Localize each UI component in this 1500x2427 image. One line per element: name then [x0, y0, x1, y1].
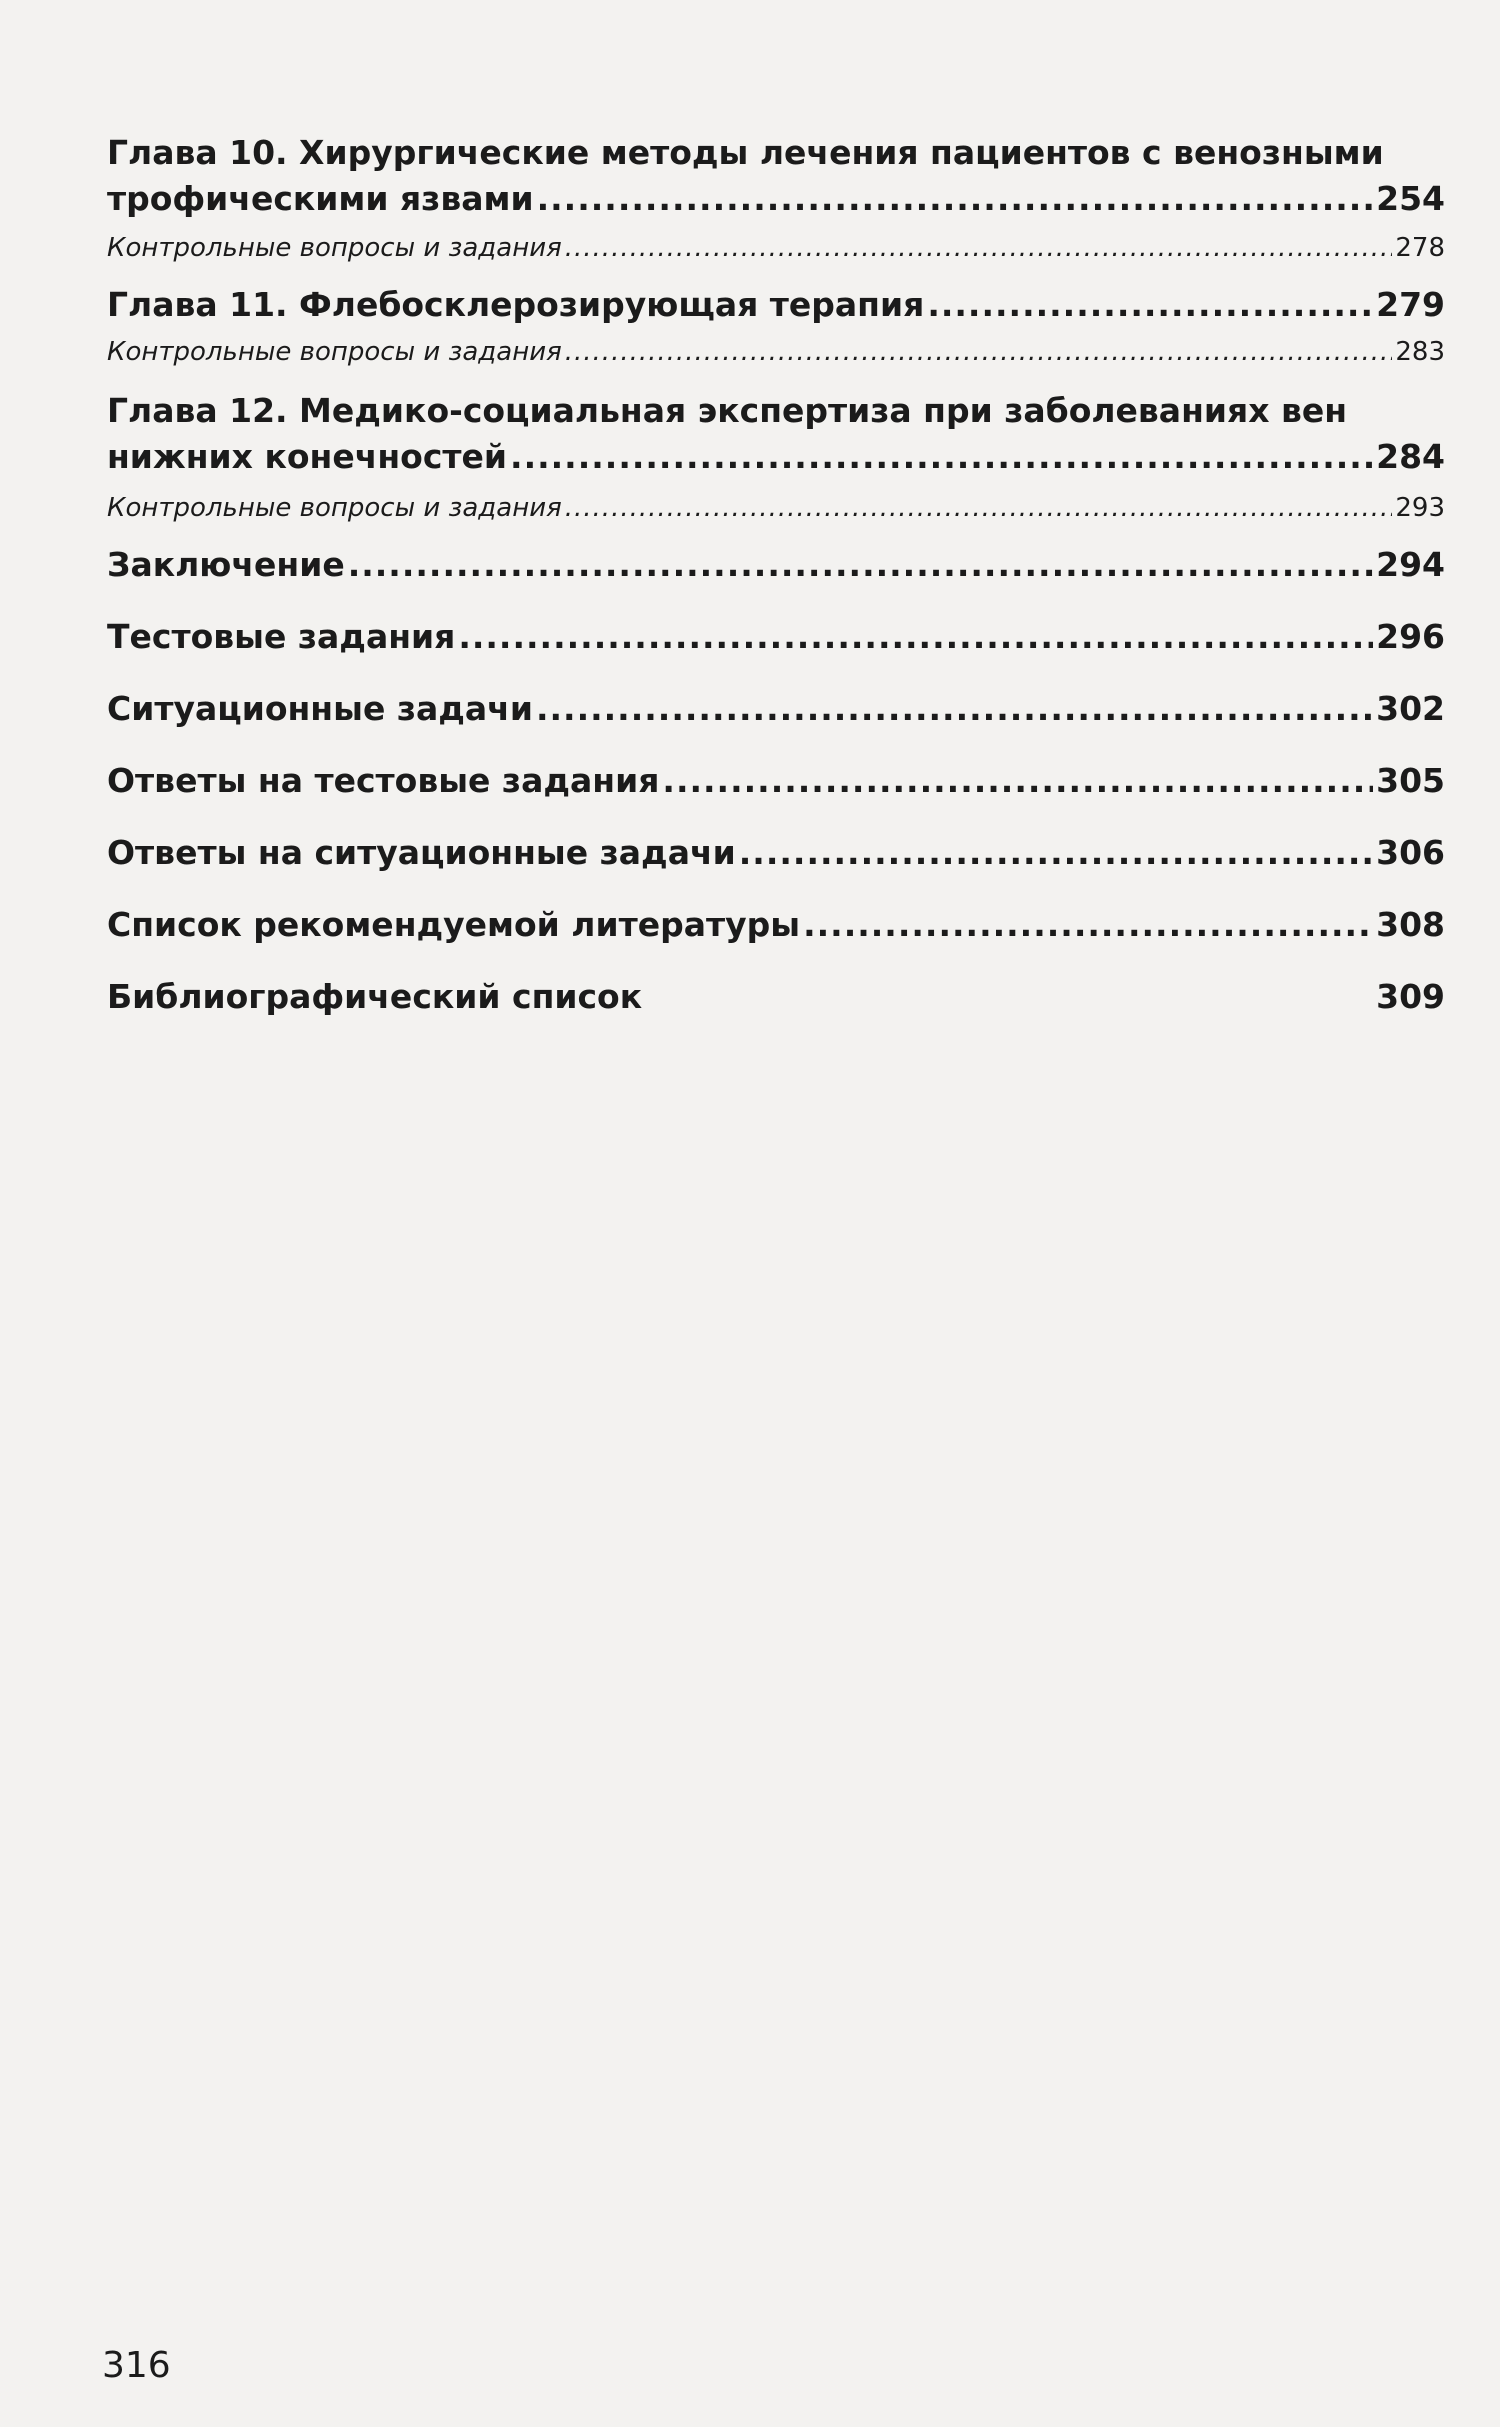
toc-entry-page: 309 — [1376, 977, 1445, 1016]
toc-task-answers — [107, 830, 1445, 876]
leader-dots — [565, 332, 1393, 372]
toc-entry-title: Библиографический список — [107, 977, 643, 1016]
toc-entry-page: 254 — [1376, 179, 1445, 218]
toc-chapter-11 — [107, 282, 1445, 328]
toc-entry-title: Список рекомендуемой литературы — [107, 905, 801, 944]
toc-entry-title: Глава 11. Флебосклерозирующая терапия — [107, 285, 925, 324]
toc-entry — [107, 434, 1445, 480]
leader-dots — [803, 902, 1373, 948]
toc-entry-page: 293 — [1395, 493, 1445, 523]
toc-chapter-title-line: Глава 12. Медико-социальная экспертиза при заболеваниях вен — [107, 391, 1348, 430]
toc-tests — [107, 614, 1445, 660]
toc-entry-page: 278 — [1395, 233, 1445, 263]
table-of-contents — [107, 130, 1445, 1020]
toc-chapter-12 — [107, 388, 1445, 480]
toc-entry-title: трофическими язвами — [107, 179, 534, 218]
leader-dots — [510, 434, 1373, 480]
toc-entry-title: Контрольные вопросы и задания — [107, 337, 562, 367]
toc-entry-page: 283 — [1395, 337, 1445, 367]
toc-chapter-title-line: Глава 10. Хирургические методы лечения пациентов с венозными — [107, 133, 1384, 172]
toc-entry — [107, 176, 1445, 222]
toc-subentry — [107, 488, 1445, 528]
toc-entry-page: 296 — [1376, 617, 1445, 656]
toc-entry-page: 294 — [1376, 545, 1445, 584]
toc-entry-title: Контрольные вопросы и задания — [107, 493, 562, 523]
toc-entry-title: Тестовые задания — [107, 617, 456, 656]
toc-entry-title: Контрольные вопросы и задания — [107, 233, 562, 263]
leader-dots — [565, 488, 1393, 528]
toc-entry-title: Ответы на тестовые задания — [107, 761, 660, 800]
toc-entry-title: Заключение — [107, 545, 345, 584]
toc-recommended-literature — [107, 902, 1445, 948]
toc-entry-page: 308 — [1376, 905, 1445, 944]
toc-entry-page: 305 — [1376, 761, 1445, 800]
leader-dots — [458, 614, 1373, 660]
leader-dots — [565, 228, 1393, 268]
leader-dots — [662, 758, 1373, 804]
toc-entry-page: 284 — [1376, 437, 1445, 476]
toc-situational-tasks — [107, 686, 1445, 732]
leader-dots — [536, 686, 1373, 732]
leader-dots — [927, 282, 1373, 328]
toc-subentry — [107, 332, 1445, 372]
leader-dots — [739, 830, 1373, 876]
leader-dots — [537, 176, 1374, 222]
toc-conclusion — [107, 542, 1445, 588]
toc-entry-title: Ответы на ситуационные задачи — [107, 833, 736, 872]
leader-dots — [348, 542, 1373, 588]
toc-entry-title: нижних конечностей — [107, 437, 508, 476]
toc-chapter-10 — [107, 130, 1445, 222]
toc-entry-page: 279 — [1376, 285, 1445, 324]
toc-subentry — [107, 228, 1445, 268]
toc-entry-page: 302 — [1376, 689, 1445, 728]
page-number: 316 — [102, 2345, 171, 2386]
toc-bibliography — [107, 974, 1445, 1020]
toc-entry-page: 306 — [1376, 833, 1445, 872]
toc-entry-title: Ситуационные задачи — [107, 689, 533, 728]
toc-test-answers — [107, 758, 1445, 804]
